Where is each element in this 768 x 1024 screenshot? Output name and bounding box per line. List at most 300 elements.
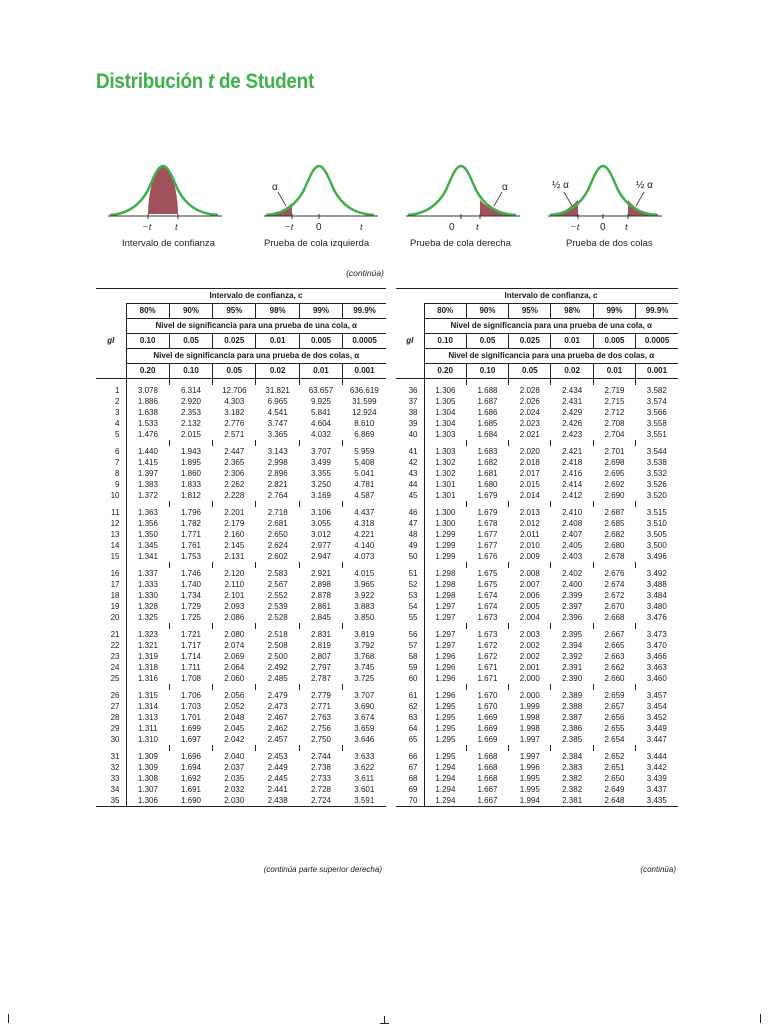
left-one-tail-1: 0.05 <box>169 334 212 349</box>
fig3-alpha: α <box>502 182 508 193</box>
left-df-cell: 21 <box>110 629 120 639</box>
left-value-cell: 2.093 <box>224 601 245 611</box>
left-value-cell: 2.728 <box>310 784 331 794</box>
table-row <box>96 429 386 440</box>
left-value-cell: 2.453 <box>267 751 288 761</box>
right-value-cell: 3.574 <box>646 396 667 406</box>
right-value-cell: 1.297 <box>424 640 466 651</box>
right-header-two-tail: Nivel de significancia para una prueba de dos colas, α <box>424 349 678 364</box>
left-value-cell: 2.042 <box>224 734 245 744</box>
right-value-cell: 2.002 <box>519 640 540 650</box>
right-df-cell: 68 <box>408 773 418 783</box>
fig4-caption: Prueba de dos colas <box>566 238 653 249</box>
left-value-cell: 2.037 <box>224 762 245 772</box>
right-value-cell: 1.301 <box>424 479 466 490</box>
right-value-cell: 2.659 <box>604 690 625 700</box>
right-value-cell: 2.412 <box>562 490 583 500</box>
left-value-cell: 3.792 <box>354 640 375 650</box>
right-value-cell: 1.995 <box>519 773 540 783</box>
right-value-cell: 2.715 <box>604 396 625 406</box>
left-df-cell: 27 <box>110 701 120 711</box>
right-value-cell: 2.676 <box>604 568 625 578</box>
left-value-cell: 2.353 <box>180 407 201 417</box>
left-value-cell: 1.734 <box>180 590 201 600</box>
right-value-cell: 1.306 <box>424 385 466 396</box>
table-row <box>396 396 678 407</box>
left-value-cell: 1.694 <box>180 762 201 772</box>
right-df-cell: 44 <box>408 479 418 489</box>
left-value-cell: 3.922 <box>354 590 375 600</box>
right-value-cell: 1.667 <box>466 795 508 807</box>
right-value-cell: 2.389 <box>562 690 583 700</box>
left-value-cell: 1.323 <box>126 629 169 640</box>
left-value-cell: 2.032 <box>224 784 245 794</box>
fig4-half-alpha-left: ½ α <box>552 180 569 191</box>
left-value-cell: 2.552 <box>267 590 288 600</box>
left-value-cell: 2.787 <box>310 673 331 683</box>
table-row <box>396 690 678 701</box>
left-df-cell: 1 <box>115 385 120 395</box>
left-value-cell: 2.485 <box>267 673 288 683</box>
right-value-cell: 1.304 <box>424 418 466 429</box>
left-value-cell: 3.143 <box>267 446 288 456</box>
left-two-tail-4: 0.01 <box>299 364 342 379</box>
t-table-right <box>396 288 678 807</box>
right-df-cell: 53 <box>408 590 418 600</box>
left-corner-2 <box>96 304 126 319</box>
right-value-cell: 3.558 <box>646 418 667 428</box>
right-value-cell: 1.676 <box>477 551 498 561</box>
left-value-cell: 1.697 <box>180 734 201 744</box>
left-value-cell: 1.310 <box>126 734 169 745</box>
left-two-tail-2: 0.05 <box>213 364 256 379</box>
left-value-cell: 2.306 <box>224 468 245 478</box>
right-df-cell: 64 <box>408 723 418 733</box>
right-value-cell: 1.297 <box>424 612 466 623</box>
left-value-cell: 1.714 <box>180 651 201 661</box>
table-row <box>396 712 678 723</box>
right-value-cell: 1.304 <box>424 407 466 418</box>
left-df-cell: 7 <box>115 457 120 467</box>
left-df-cell: 25 <box>110 673 120 683</box>
left-value-cell: 2.228 <box>224 490 245 500</box>
right-df-cell: 41 <box>408 446 418 456</box>
right-value-cell: 3.515 <box>646 507 667 517</box>
right-value-cell: 1.686 <box>477 407 498 417</box>
right-value-cell: 2.396 <box>562 612 583 622</box>
left-value-cell: 3.601 <box>354 784 375 794</box>
right-value-cell: 2.405 <box>562 540 583 550</box>
left-value-cell: 2.179 <box>224 518 245 528</box>
right-value-cell: 2.387 <box>562 712 583 722</box>
left-value-cell: 3.591 <box>343 795 386 807</box>
left-value-cell: 1.306 <box>126 795 169 807</box>
right-value-cell: 1.994 <box>509 795 551 807</box>
right-value-cell: 1.670 <box>477 701 498 711</box>
right-confidence-4: 99% <box>593 304 635 319</box>
right-two-tail-3: 0.02 <box>551 364 593 379</box>
table-row <box>96 762 386 773</box>
right-value-cell: 1.300 <box>424 518 466 529</box>
right-value-cell: 1.998 <box>519 723 540 733</box>
left-value-cell: 2.040 <box>224 751 245 761</box>
left-value-cell: 2.567 <box>267 579 288 589</box>
left-value-cell: 2.030 <box>213 795 256 807</box>
left-value-cell: 2.447 <box>224 446 245 456</box>
right-value-cell: 1.997 <box>519 751 540 761</box>
left-value-cell: 2.571 <box>224 429 245 439</box>
left-value-cell: 2.776 <box>224 418 245 428</box>
left-value-cell: 2.508 <box>267 640 288 650</box>
right-df-cell: 55 <box>408 612 418 622</box>
right-value-cell: 2.704 <box>604 429 625 439</box>
right-value-cell: 2.685 <box>604 518 625 528</box>
left-confidence-2: 95% <box>213 304 256 319</box>
right-value-cell: 1.673 <box>477 629 498 639</box>
right-value-cell: 1.668 <box>477 751 498 761</box>
right-two-tail-5: 0.001 <box>636 364 678 379</box>
left-value-cell: 1.812 <box>180 490 201 500</box>
right-tail-curve <box>408 166 516 215</box>
right-value-cell: 2.672 <box>604 590 625 600</box>
table-row <box>396 701 678 712</box>
left-value-cell: 2.744 <box>310 751 331 761</box>
left-value-cell: 2.064 <box>224 662 245 672</box>
right-df-cell: 38 <box>408 407 418 417</box>
right-df-cell: 56 <box>408 629 418 639</box>
left-value-cell: 1.325 <box>126 612 169 623</box>
right-value-cell: 2.667 <box>604 629 625 639</box>
left-value-cell: 1.895 <box>180 457 201 467</box>
left-value-cell: 3.768 <box>354 651 375 661</box>
left-header-one-tail: Nivel de significancia para una prueba de una cola, α <box>126 319 386 334</box>
right-confidence-0: 80% <box>424 304 466 319</box>
fig1-label-t: t <box>175 222 178 233</box>
title-t-symbol: t <box>208 70 215 93</box>
left-value-cell: 1.333 <box>126 579 169 590</box>
right-value-cell: 3.449 <box>646 723 667 733</box>
left-df-cell: 22 <box>110 640 120 650</box>
left-value-cell: 3.106 <box>310 507 331 517</box>
left-two-tail-0: 0.20 <box>126 364 169 379</box>
left-value-cell: 2.201 <box>224 507 245 517</box>
left-value-cell: 2.048 <box>224 712 245 722</box>
right-value-cell: 1.295 <box>424 723 466 734</box>
right-value-cell: 3.454 <box>646 701 667 711</box>
right-value-cell: 1.672 <box>477 651 498 661</box>
left-df-cell: 16 <box>110 568 120 578</box>
table-row <box>96 612 386 623</box>
left-value-cell: 2.921 <box>310 568 331 578</box>
right-value-cell: 2.399 <box>562 590 583 600</box>
table-row <box>396 457 678 468</box>
right-value-cell: 2.001 <box>519 662 540 672</box>
right-value-cell: 3.463 <box>646 662 667 672</box>
table-row <box>96 529 386 540</box>
right-df-cell: 63 <box>408 712 418 722</box>
right-df-cell: 51 <box>408 568 418 578</box>
right-value-cell: 1.679 <box>477 507 498 517</box>
right-value-cell: 2.657 <box>604 701 625 711</box>
right-df-cell: 59 <box>408 662 418 672</box>
left-value-cell: 1.476 <box>126 429 169 440</box>
right-value-cell: 2.397 <box>562 601 583 611</box>
right-value-cell: 1.996 <box>519 762 540 772</box>
table-row <box>96 407 386 418</box>
right-value-cell: 1.298 <box>424 590 466 601</box>
right-value-cell: 2.708 <box>604 418 625 428</box>
right-value-cell: 1.672 <box>477 640 498 650</box>
right-value-cell: 2.434 <box>562 385 583 395</box>
left-value-cell: 1.706 <box>180 690 201 700</box>
right-value-cell: 2.719 <box>604 385 625 395</box>
right-value-cell: 3.435 <box>636 795 678 807</box>
left-value-cell: 1.771 <box>180 529 201 539</box>
right-value-cell: 1.687 <box>477 396 498 406</box>
fig3-label-zero: 0 <box>449 222 455 233</box>
left-value-cell: 6.314 <box>180 385 201 395</box>
right-value-cell: 3.566 <box>646 407 667 417</box>
right-value-cell: 2.388 <box>562 701 583 711</box>
table-row <box>96 795 386 807</box>
right-value-cell: 2.028 <box>519 385 540 395</box>
right-value-cell: 2.408 <box>562 518 583 528</box>
right-value-cell: 1.299 <box>424 529 466 540</box>
right-df-cell: 70 <box>396 795 424 807</box>
right-value-cell: 2.395 <box>562 629 583 639</box>
right-value-cell: 1.673 <box>477 612 498 622</box>
left-value-cell: 5.841 <box>310 407 331 417</box>
right-df-cell: 36 <box>408 385 418 395</box>
right-value-cell: 2.410 <box>562 507 583 517</box>
right-value-cell: 3.466 <box>646 651 667 661</box>
table-row <box>396 723 678 734</box>
left-value-cell: 12.924 <box>352 407 377 417</box>
table-row <box>396 479 678 490</box>
right-one-tail-1: 0.05 <box>466 334 508 349</box>
table-row <box>396 590 678 601</box>
left-value-cell: 3.365 <box>267 429 288 439</box>
right-value-cell: 2.402 <box>562 568 583 578</box>
figure-right-tail <box>406 166 520 249</box>
left-value-cell: 1.638 <box>126 407 169 418</box>
right-value-cell: 3.538 <box>646 457 667 467</box>
left-value-cell: 1.943 <box>180 446 201 456</box>
right-value-cell: 3.480 <box>646 601 667 611</box>
left-df-cell: 24 <box>110 662 120 672</box>
right-value-cell: 2.021 <box>519 429 540 439</box>
left-header-ci: Intervalo de confianza, c <box>126 289 386 304</box>
table-row <box>396 418 678 429</box>
right-value-cell: 2.652 <box>604 751 625 761</box>
left-corner-6 <box>96 364 126 379</box>
right-value-cell: 1.675 <box>477 568 498 578</box>
right-two-tail-2: 0.05 <box>509 364 551 379</box>
right-value-cell: 2.692 <box>604 479 625 489</box>
table-row <box>96 418 386 429</box>
right-value-cell: 2.698 <box>604 457 625 467</box>
right-value-cell: 1.678 <box>477 518 498 528</box>
left-value-cell: 1.746 <box>180 568 201 578</box>
right-value-cell: 3.526 <box>646 479 667 489</box>
left-value-cell: 3.055 <box>310 518 331 528</box>
confidence-shaded-area <box>148 166 178 214</box>
left-value-cell: 1.701 <box>180 712 201 722</box>
right-value-cell: 2.670 <box>604 601 625 611</box>
right-value-cell: 1.305 <box>424 396 466 407</box>
left-value-cell: 2.718 <box>267 507 288 517</box>
left-df-cell: 2 <box>115 396 120 406</box>
right-value-cell: 1.995 <box>519 784 540 794</box>
right-value-cell: 1.670 <box>477 690 498 700</box>
left-value-cell: 1.721 <box>180 629 201 639</box>
left-df-cell: 20 <box>110 612 120 622</box>
left-value-cell: 4.604 <box>310 418 331 428</box>
t-table-left <box>96 288 386 807</box>
right-value-cell: 2.648 <box>593 795 635 807</box>
right-value-cell: 1.298 <box>424 579 466 590</box>
right-value-cell: 2.009 <box>519 551 540 561</box>
right-value-cell: 3.505 <box>646 529 667 539</box>
table-row <box>96 723 386 734</box>
left-value-cell: 2.845 <box>310 612 331 622</box>
right-value-cell: 1.999 <box>519 701 540 711</box>
table-row <box>396 734 678 745</box>
right-value-cell: 2.013 <box>519 507 540 517</box>
left-df-cell: 14 <box>110 540 120 550</box>
left-df-cell: 10 <box>110 490 120 500</box>
right-df-cell: 66 <box>408 751 418 761</box>
left-value-cell: 1.860 <box>180 468 201 478</box>
left-value-cell: 1.309 <box>126 751 169 762</box>
right-value-cell: 1.674 <box>477 601 498 611</box>
right-one-tail-0: 0.10 <box>424 334 466 349</box>
left-value-cell: 4.032 <box>310 429 331 439</box>
left-value-cell: 3.707 <box>354 690 375 700</box>
left-value-cell: 1.397 <box>126 468 169 479</box>
left-value-cell: 2.086 <box>224 612 245 622</box>
table-row <box>96 701 386 712</box>
left-value-cell: 1.703 <box>180 701 201 711</box>
left-df-cell: 11 <box>111 507 120 517</box>
left-value-cell: 1.796 <box>180 507 201 517</box>
left-value-cell: 2.583 <box>267 568 288 578</box>
right-df-cell: 48 <box>408 529 418 539</box>
right-value-cell: 2.649 <box>604 784 625 794</box>
left-value-cell: 2.457 <box>267 734 288 744</box>
right-df-cell: 62 <box>408 701 418 711</box>
page-title <box>96 70 314 94</box>
right-df-cell: 46 <box>408 507 418 517</box>
table-row <box>396 773 678 784</box>
right-corner-2 <box>396 304 424 319</box>
left-value-cell: 1.321 <box>126 640 169 651</box>
left-two-tail-3: 0.02 <box>256 364 299 379</box>
right-df-cell: 45 <box>408 490 418 500</box>
title-text-pre: Distribución <box>96 70 209 93</box>
table-row <box>96 396 386 407</box>
left-one-tail-4: 0.005 <box>299 334 342 349</box>
left-value-cell: 4.073 <box>354 551 375 561</box>
right-value-cell: 2.400 <box>562 579 583 589</box>
left-value-cell: 2.947 <box>310 551 331 561</box>
right-value-cell: 1.683 <box>477 446 498 456</box>
left-value-cell: 3.646 <box>354 734 375 744</box>
left-value-cell: 2.160 <box>224 529 245 539</box>
left-value-cell: 1.363 <box>126 507 169 518</box>
table-row <box>396 579 678 590</box>
left-value-cell: 1.725 <box>180 612 201 622</box>
right-value-cell: 3.452 <box>646 712 667 722</box>
fig3-label-t: t <box>476 222 479 233</box>
left-value-cell: 1.383 <box>126 479 169 490</box>
left-value-cell: 2.492 <box>267 662 288 672</box>
right-value-cell: 2.695 <box>604 468 625 478</box>
left-value-cell: 3.745 <box>354 662 375 672</box>
right-value-cell: 2.660 <box>604 673 625 683</box>
right-value-cell: 3.500 <box>646 540 667 550</box>
table-row <box>396 507 678 518</box>
left-value-cell: 1.311 <box>126 723 169 734</box>
right-value-cell: 2.385 <box>562 734 583 744</box>
left-value-cell: 3.747 <box>267 418 288 428</box>
left-df-cell: 5 <box>115 429 120 439</box>
table-row <box>396 568 678 579</box>
left-value-cell: 1.708 <box>180 673 201 683</box>
table-row <box>96 579 386 590</box>
left-value-cell: 4.221 <box>354 529 375 539</box>
table-row <box>96 773 386 784</box>
left-confidence-1: 90% <box>169 304 212 319</box>
left-value-cell: 1.833 <box>180 479 201 489</box>
left-value-cell: 2.035 <box>224 773 245 783</box>
left-value-cell: 5.408 <box>354 457 375 467</box>
right-value-cell: 2.421 <box>562 446 583 456</box>
left-confidence-4: 99% <box>299 304 342 319</box>
right-value-cell: 1.300 <box>424 507 466 518</box>
table-row <box>96 601 386 612</box>
right-value-cell: 2.414 <box>562 479 583 489</box>
right-df-cell: 58 <box>408 651 418 661</box>
right-value-cell: 1.295 <box>424 701 466 712</box>
table-row <box>396 468 678 479</box>
table-row <box>396 429 678 440</box>
right-value-cell: 1.675 <box>477 579 498 589</box>
right-value-cell: 2.712 <box>604 407 625 417</box>
right-value-cell: 2.391 <box>562 662 583 672</box>
left-value-cell: 4.437 <box>354 507 375 517</box>
left-value-cell: 2.797 <box>310 662 331 672</box>
right-value-cell: 1.677 <box>477 529 498 539</box>
right-value-cell: 1.668 <box>477 762 498 772</box>
right-value-cell: 3.457 <box>646 690 667 700</box>
left-value-cell: 2.445 <box>267 773 288 783</box>
right-header-ci: Intervalo de confianza, c <box>424 289 678 304</box>
left-value-cell: 1.440 <box>126 446 169 457</box>
left-value-cell: 1.350 <box>126 529 169 540</box>
right-value-cell: 2.682 <box>604 529 625 539</box>
right-value-cell: 1.296 <box>424 673 466 684</box>
right-value-cell: 2.656 <box>604 712 625 722</box>
table-row <box>96 629 386 640</box>
left-one-tail-3: 0.01 <box>256 334 299 349</box>
right-value-cell: 2.663 <box>604 651 625 661</box>
left-value-cell: 3.182 <box>224 407 245 417</box>
right-value-cell: 1.301 <box>424 490 466 501</box>
right-one-tail-4: 0.005 <box>593 334 635 349</box>
right-value-cell: 3.532 <box>646 468 667 478</box>
fig2-label-t: t <box>360 222 363 233</box>
